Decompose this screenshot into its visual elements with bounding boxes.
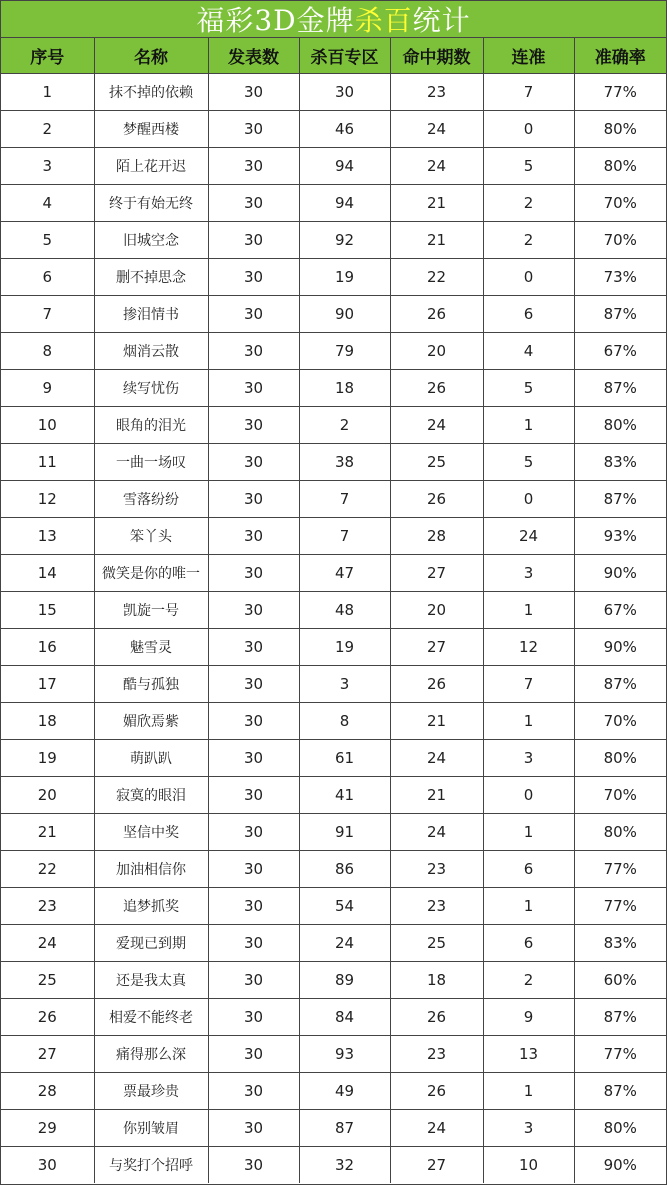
cell-posts: 30 [208,740,299,777]
cell-posts: 30 [208,814,299,851]
cell-hits: 24 [390,814,483,851]
table-row [1,481,666,518]
cell-streak: 3 [483,1110,574,1147]
cell-name: 笨丫头 [94,518,208,555]
cell-index: 27 [1,1036,94,1073]
cell-index: 8 [1,333,94,370]
cell-kill-hundred: 38 [299,444,390,481]
cell-kill-hundred: 84 [299,999,390,1036]
cell-streak: 3 [483,740,574,777]
cell-hits: 26 [390,370,483,407]
cell-hits: 27 [390,1147,483,1184]
cell-hits: 21 [390,777,483,814]
cell-index: 23 [1,888,94,925]
cell-hits: 25 [390,444,483,481]
cell-accuracy: 60% [574,962,666,999]
cell-accuracy: 77% [574,888,666,925]
cell-accuracy: 70% [574,777,666,814]
cell-index: 1 [1,74,94,111]
cell-accuracy: 87% [574,481,666,518]
table-row [1,333,666,370]
cell-kill-hundred: 47 [299,555,390,592]
table-row [1,1110,666,1147]
cell-streak: 1 [483,1073,574,1110]
cell-streak: 5 [483,370,574,407]
cell-streak: 7 [483,74,574,111]
cell-hits: 21 [390,703,483,740]
cell-kill-hundred: 89 [299,962,390,999]
page-title [1,1,666,38]
cell-accuracy: 87% [574,999,666,1036]
cell-index: 28 [1,1073,94,1110]
cell-kill-hundred: 30 [299,74,390,111]
cell-kill-hundred: 49 [299,1073,390,1110]
cell-posts: 30 [208,296,299,333]
table-row [1,777,666,814]
cell-index: 3 [1,148,94,185]
cell-name: 痛得那么深 [94,1036,208,1073]
cell-name: 续写忧伤 [94,370,208,407]
cell-posts: 30 [208,1036,299,1073]
col-header-posts: 发表数 [208,38,299,74]
cell-streak: 0 [483,481,574,518]
cell-accuracy: 80% [574,814,666,851]
cell-streak: 6 [483,296,574,333]
cell-posts: 30 [208,962,299,999]
col-header-name: 名称 [94,38,208,74]
table-row [1,851,666,888]
table-row [1,259,666,296]
cell-hits: 23 [390,74,483,111]
cell-posts: 30 [208,370,299,407]
cell-posts: 30 [208,629,299,666]
cell-posts: 30 [208,148,299,185]
cell-index: 6 [1,259,94,296]
cell-index: 9 [1,370,94,407]
cell-kill-hundred: 94 [299,148,390,185]
cell-name: 与奖打个招呼 [94,1147,208,1184]
cell-name: 寂寞的眼泪 [94,777,208,814]
cell-streak: 24 [483,518,574,555]
table-row [1,407,666,444]
cell-streak: 4 [483,333,574,370]
cell-kill-hundred: 19 [299,259,390,296]
cell-accuracy: 67% [574,333,666,370]
cell-accuracy: 83% [574,444,666,481]
cell-posts: 30 [208,925,299,962]
table-row [1,999,666,1036]
table-body [1,74,666,1184]
title-part-3: 统计 [412,4,471,37]
cell-hits: 22 [390,259,483,296]
table-row [1,740,666,777]
table-row [1,962,666,999]
cell-kill-hundred: 7 [299,481,390,518]
cell-accuracy: 93% [574,518,666,555]
cell-name: 抹不掉的依赖 [94,74,208,111]
cell-kill-hundred: 32 [299,1147,390,1184]
table-row [1,666,666,703]
cell-posts: 30 [208,74,299,111]
col-header-kill-hundred: 杀百专区 [299,38,390,74]
cell-name: 相爱不能终老 [94,999,208,1036]
cell-accuracy: 73% [574,259,666,296]
table-row [1,703,666,740]
cell-index: 26 [1,999,94,1036]
table-row [1,185,666,222]
cell-posts: 30 [208,1073,299,1110]
cell-accuracy: 80% [574,407,666,444]
cell-accuracy: 87% [574,666,666,703]
cell-name: 烟消云散 [94,333,208,370]
cell-name: 追梦抓奖 [94,888,208,925]
cell-hits: 23 [390,1036,483,1073]
cell-kill-hundred: 19 [299,629,390,666]
cell-kill-hundred: 79 [299,333,390,370]
cell-kill-hundred: 94 [299,185,390,222]
cell-accuracy: 67% [574,592,666,629]
cell-streak: 9 [483,999,574,1036]
cell-kill-hundred: 86 [299,851,390,888]
table-row [1,1073,666,1110]
cell-kill-hundred: 92 [299,222,390,259]
cell-streak: 12 [483,629,574,666]
cell-accuracy: 83% [574,925,666,962]
cell-posts: 30 [208,555,299,592]
cell-kill-hundred: 93 [299,1036,390,1073]
table-row [1,592,666,629]
cell-streak: 1 [483,888,574,925]
cell-name: 陌上花开迟 [94,148,208,185]
cell-posts: 30 [208,222,299,259]
stats-table [1,38,666,1183]
cell-index: 15 [1,592,94,629]
cell-hits: 20 [390,592,483,629]
cell-streak: 0 [483,777,574,814]
col-header-streak: 连准 [483,38,574,74]
cell-kill-hundred: 7 [299,518,390,555]
cell-hits: 21 [390,185,483,222]
table-row [1,814,666,851]
cell-index: 18 [1,703,94,740]
cell-kill-hundred: 2 [299,407,390,444]
cell-accuracy: 80% [574,1110,666,1147]
table-row [1,444,666,481]
table-row [1,1036,666,1073]
cell-hits: 26 [390,481,483,518]
cell-hits: 24 [390,111,483,148]
cell-posts: 30 [208,666,299,703]
title-part-1: 福彩3D金牌 [196,4,355,37]
cell-name: 票最珍贵 [94,1073,208,1110]
cell-accuracy: 80% [574,148,666,185]
title-highlight: 杀百 [354,4,413,37]
cell-posts: 30 [208,444,299,481]
cell-accuracy: 80% [574,740,666,777]
cell-kill-hundred: 41 [299,777,390,814]
cell-posts: 30 [208,333,299,370]
cell-index: 5 [1,222,94,259]
cell-posts: 30 [208,703,299,740]
table-row [1,111,666,148]
cell-posts: 30 [208,777,299,814]
cell-kill-hundred: 24 [299,925,390,962]
cell-hits: 20 [390,333,483,370]
cell-index: 2 [1,111,94,148]
cell-kill-hundred: 54 [299,888,390,925]
cell-streak: 6 [483,851,574,888]
cell-name: 一曲一场叹 [94,444,208,481]
cell-name: 掺泪情书 [94,296,208,333]
cell-name: 终于有始无终 [94,185,208,222]
table-row [1,222,666,259]
cell-index: 22 [1,851,94,888]
cell-hits: 24 [390,148,483,185]
cell-hits: 25 [390,925,483,962]
cell-name: 旧城空念 [94,222,208,259]
table-row [1,555,666,592]
cell-accuracy: 90% [574,1147,666,1184]
cell-streak: 1 [483,703,574,740]
cell-streak: 10 [483,1147,574,1184]
cell-posts: 30 [208,481,299,518]
cell-index: 30 [1,1147,94,1184]
cell-accuracy: 77% [574,851,666,888]
cell-kill-hundred: 61 [299,740,390,777]
table-row [1,1147,666,1184]
cell-index: 17 [1,666,94,703]
cell-accuracy: 87% [574,370,666,407]
cell-hits: 21 [390,222,483,259]
cell-kill-hundred: 91 [299,814,390,851]
cell-name: 加油相信你 [94,851,208,888]
cell-streak: 5 [483,148,574,185]
table-row [1,925,666,962]
cell-kill-hundred: 46 [299,111,390,148]
cell-hits: 24 [390,740,483,777]
col-header-index: 序号 [1,38,94,74]
cell-streak: 1 [483,407,574,444]
cell-posts: 30 [208,999,299,1036]
cell-accuracy: 90% [574,629,666,666]
cell-hits: 26 [390,666,483,703]
cell-kill-hundred: 87 [299,1110,390,1147]
cell-streak: 13 [483,1036,574,1073]
cell-streak: 1 [483,814,574,851]
cell-hits: 27 [390,629,483,666]
cell-name: 酷与孤独 [94,666,208,703]
cell-posts: 30 [208,407,299,444]
table-row [1,370,666,407]
cell-hits: 24 [390,1110,483,1147]
cell-posts: 30 [208,111,299,148]
cell-hits: 18 [390,962,483,999]
table-row [1,888,666,925]
cell-posts: 30 [208,1147,299,1184]
cell-streak: 6 [483,925,574,962]
cell-posts: 30 [208,185,299,222]
cell-hits: 28 [390,518,483,555]
cell-hits: 27 [390,555,483,592]
cell-streak: 2 [483,962,574,999]
cell-name: 梦醒西楼 [94,111,208,148]
cell-kill-hundred: 90 [299,296,390,333]
cell-index: 24 [1,925,94,962]
cell-streak: 5 [483,444,574,481]
cell-streak: 3 [483,555,574,592]
cell-accuracy: 70% [574,703,666,740]
cell-hits: 26 [390,296,483,333]
cell-accuracy: 70% [574,222,666,259]
cell-kill-hundred: 48 [299,592,390,629]
cell-name: 还是我太真 [94,962,208,999]
cell-index: 13 [1,518,94,555]
cell-index: 4 [1,185,94,222]
cell-index: 10 [1,407,94,444]
cell-streak: 1 [483,592,574,629]
cell-name: 雪落纷纷 [94,481,208,518]
cell-name: 媚欣焉紫 [94,703,208,740]
cell-streak: 2 [483,185,574,222]
cell-index: 21 [1,814,94,851]
cell-streak: 0 [483,259,574,296]
header-row [1,38,666,74]
cell-index: 29 [1,1110,94,1147]
cell-accuracy: 70% [574,185,666,222]
table-row [1,629,666,666]
cell-hits: 23 [390,888,483,925]
cell-accuracy: 77% [574,74,666,111]
cell-name: 坚信中奖 [94,814,208,851]
cell-accuracy: 77% [574,1036,666,1073]
cell-index: 16 [1,629,94,666]
cell-posts: 30 [208,851,299,888]
col-header-accuracy: 准确率 [574,38,666,74]
cell-name: 凯旋一号 [94,592,208,629]
cell-index: 11 [1,444,94,481]
cell-name: 萌趴趴 [94,740,208,777]
cell-name: 魅雪灵 [94,629,208,666]
cell-index: 19 [1,740,94,777]
cell-kill-hundred: 18 [299,370,390,407]
cell-name: 删不掉思念 [94,259,208,296]
cell-index: 25 [1,962,94,999]
col-header-hits: 命中期数 [390,38,483,74]
cell-accuracy: 80% [574,111,666,148]
cell-streak: 0 [483,111,574,148]
table-row [1,296,666,333]
cell-posts: 30 [208,888,299,925]
cell-kill-hundred: 8 [299,703,390,740]
cell-posts: 30 [208,1110,299,1147]
cell-hits: 23 [390,851,483,888]
cell-kill-hundred: 3 [299,666,390,703]
table-row [1,148,666,185]
table-row [1,74,666,111]
cell-posts: 30 [208,592,299,629]
cell-hits: 24 [390,407,483,444]
cell-streak: 7 [483,666,574,703]
cell-accuracy: 90% [574,555,666,592]
cell-name: 爱现已到期 [94,925,208,962]
cell-hits: 26 [390,999,483,1036]
cell-index: 12 [1,481,94,518]
cell-index: 7 [1,296,94,333]
cell-posts: 30 [208,518,299,555]
cell-accuracy: 87% [574,296,666,333]
cell-index: 20 [1,777,94,814]
cell-index: 14 [1,555,94,592]
cell-name: 你别皱眉 [94,1110,208,1147]
cell-name: 微笑是你的唯一 [94,555,208,592]
cell-streak: 2 [483,222,574,259]
cell-hits: 26 [390,1073,483,1110]
cell-posts: 30 [208,259,299,296]
table-row [1,518,666,555]
cell-name: 眼角的泪光 [94,407,208,444]
cell-accuracy: 87% [574,1073,666,1110]
